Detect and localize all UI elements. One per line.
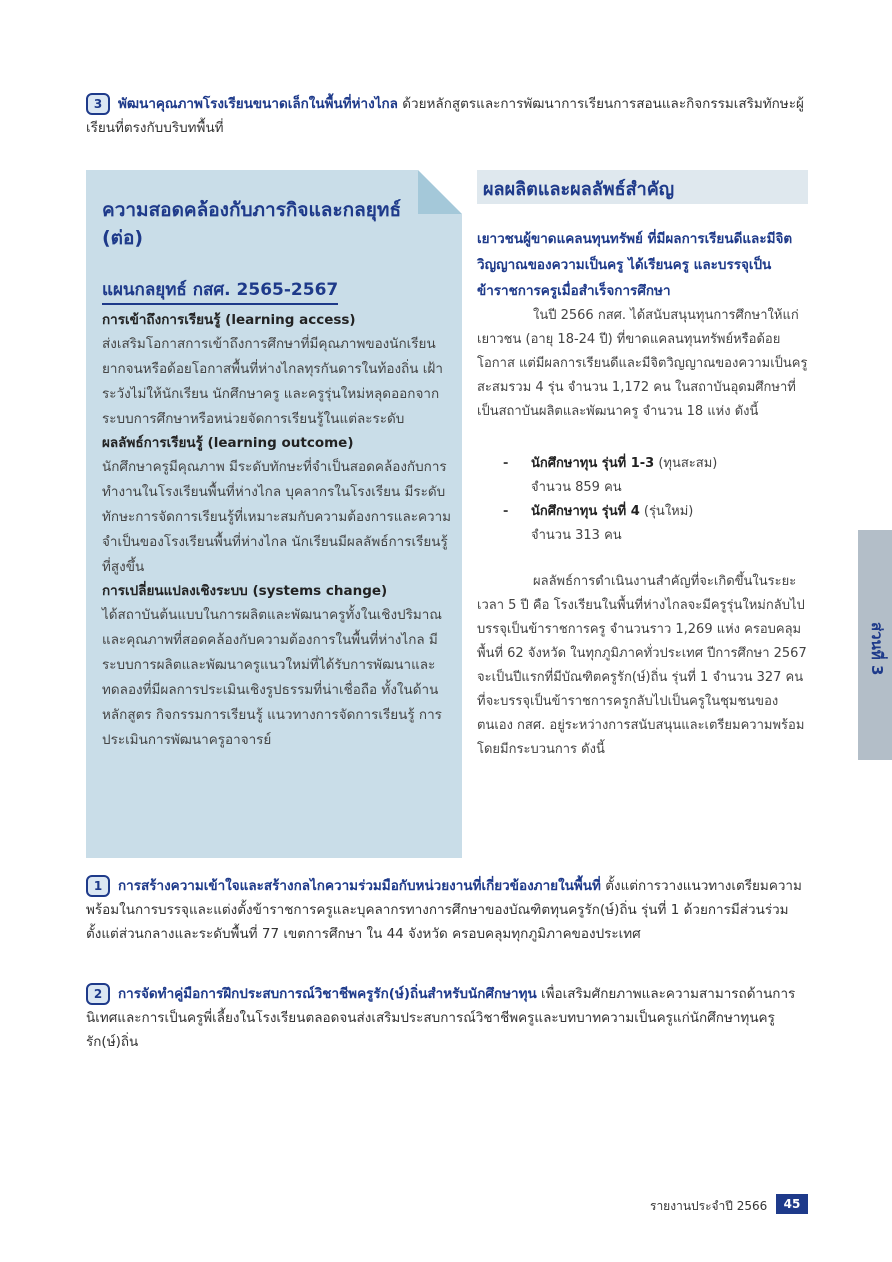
side-tab-label: ส่วนที่ 3 [868,622,886,676]
process-item-2-text: เพื่อเสริมศักยภาพและความสามารถด้านการนิเทศและการเป็นครูพี่เลี้ยงในโรงเรียนตลอดจนส่งเสริมประสบการณ์วิชาชีพครูและบทบาทความเป็นครูแก่นักศึกษาทุนครูรัก(ษ์)ถิ่น [86,986,796,1050]
item-number-badge: 1 [86,875,110,897]
section-title-access: การเข้าถึงการเรียนรู้ (learning access) [102,312,356,328]
page-number: 45 [776,1194,808,1214]
strategy-plan-title: แผนกลยุทธ์ กสศ. 2565-2567 [102,276,338,305]
section-side-tab [858,530,892,760]
list-item-count: จำนวน 859 คน [531,480,622,495]
list-item-count: จำนวน 313 คน [531,528,622,543]
results-heading-band [477,170,808,204]
process-item-1 [86,874,808,946]
results-heading: ผลผลิตและผลลัพธ์สำคัญ [483,179,675,200]
process-item-2 [86,982,808,1054]
intro-title: พัฒนาคุณภาพโรงเรียนขนาดเล็กในพื้นที่ห่างไกล [118,96,398,112]
process-item-1-title: การสร้างความเข้าใจและสร้างกลไกความร่วมมือกับหน่วยงานที่เกี่ยวข้องภายในพื้นที่ [118,878,601,894]
scholar-list [477,452,808,548]
item-number-badge: 3 [86,93,110,115]
item-number-badge: 2 [86,983,110,1005]
box-corner-fold [418,170,462,214]
section-title-systems: การเปลี่ยนแปลงเชิงระบบ (systems change) [102,583,388,599]
intro-text: ด้วยหลักสูตรและการพัฒนาการเรียนการสอนและกิจกรรมเสริมทักษะผู้เรียนที่ตรงกับบริบทพื้นที่ [86,96,804,136]
process-item-1-text: ตั้งแต่การวางแนวทางเตรียมความพร้อมในการบรรจุและแต่งตั้งข้าราชการครูและบุคลากรทางการศึกษาของบัณฑิตทุนครูรัก(ษ์)ถิ่น รุ่นที่ 1 ด้วยการมีส่วนร่วมตั้งแต่ส่วนกลางและระดับพื้นที่ 77 เขตการศึกษา ใน 44 จังหวัด ครอบคลุมทุกภูมิภาคของประเทศ [86,878,802,942]
strategy-heading: ความสอดคล้องกับภารกิจและกลยุทธ์ (ต่อ) [102,199,402,249]
list-item: - นักศึกษาทุน รุ่นที่ 4 (รุ่นใหม่) จำนวน 313 คน [503,500,808,548]
list-item: - นักศึกษาทุน รุ่นที่ 1-3 (ทุนสะสม) จำนวน 859 คน [503,452,808,500]
results-para-2: ผลลัพธ์การดำเนินงานสำคัญที่จะเกิดขึ้นในระยะเวลา 5 ปี คือ โรงเรียนในพื้นที่ห่างไกลจะมีครูรุ่นใหม่กลับไปบรรจุเป็นข้าราชการครู จำนวนราว 1,269 แห่ง ครอบคลุมพื้นที่ 62 จังหวัด ในทุกภูมิภาคทั่วประเทศ ปีการศึกษา 2567 จะเป็นปีแรกที่มีบัณฑิตครูรัก(ษ์)ถิ่น รุ่นที่ 1 จำนวน 327 คน ที่จะบรรจุเป็นข้าราชการครูกลับไปเป็นครูในชุมชนของตนเอง กสศ. อยู่ระหว่างการสนับสนุนและเตรียมความพร้อมโดยมีกระบวนการ ดังนี้ [477,574,807,757]
section-body-outcome: นักศึกษาครูมีคุณภาพ มีระดับทักษะที่จำเป็นสอดคล้องกับการทำงานในโรงเรียนพื้นที่ห่างไกล บุคลากรในโรงเรียน มีระดับทักษะการจัดการเรียนรู้ที่เหมาะสมกับความต้องการและความจำเป็นของโรงเรียนพื้นที่ห่างไกล นักเรียนมีผลลัพธ์การเรียนรู้ที่สูงขึ้น [102,459,452,575]
results-lead: เยาวชนผู้ขาดแคลนทุนทรัพย์ ที่มีผลการเรียนดีและมีจิตวิญญาณของความเป็นครู ได้เรียนครู และบรรจุเป็นข้าราชการครูเมื่อสำเร็จการศึกษา [477,231,793,299]
process-item-2-title: การจัดทำคู่มือการฝึกประสบการณ์วิชาชีพครูรัก(ษ์)ถิ่นสำหรับนักศึกษาทุน [118,986,537,1002]
results-para-1: ในปี 2566 กสศ. ได้สนับสนุนทุนการศึกษาให้แก่เยาวชน (อายุ 18-24 ปี) ที่ขาดแคลนทุนทรัพย์หรือด้อยโอกาส แต่มีผลการเรียนดีและมีจิตวิญญาณของความเป็นครู สะสมรวม 4 รุ่น จำนวน 1,172 คน ในสถาบันอุดมศึกษาที่เป็นสถาบันผลิตและพัฒนาครู จำนวน 18 แห่ง ดังนี้ [477,308,808,419]
section-title-outcome: ผลลัพธ์การเรียนรู้ (learning outcome) [102,435,354,451]
strategy-box [86,170,462,858]
intro-paragraph [86,92,808,140]
footer-report-label: รายงานประจำปี 2566 [650,1199,768,1213]
results-column [477,226,808,762]
section-body-access: ส่งเสริมโอกาสการเข้าถึงการศึกษาที่มีคุณภาพของนักเรียนยากจนหรือด้อยโอกาสพื้นที่ห่างไกลทุรกันดารในท้องถิ่น เฝ้าระวังไม่ให้นักเรียน นักศึกษาครู และครูรุ่นใหม่หลุดออกจากระบบการศึกษาหรือหน่วยจัดการเรียนรู้ในแต่ละระดับ [102,336,443,427]
section-body-systems: ได้สถาบันต้นแบบในการผลิตและพัฒนาครูทั้งในเชิงปริมาณและคุณภาพที่สอดคล้องกับความต้องการในพื้นที่ห่างไกล มีระบบการผลิตและพัฒนาครูแนวใหม่ที่ได้รับการพัฒนาและทดลองที่มีผลการประเมินเชิงรูปธรรมที่น่าเชื่อถือ ทั้งในด้านหลักสูตร กิจกรรมการเรียนรู้ แนวทางการจัดการเรียนรู้ การประเมินการพัฒนาครูอาจารย์ [102,607,442,748]
